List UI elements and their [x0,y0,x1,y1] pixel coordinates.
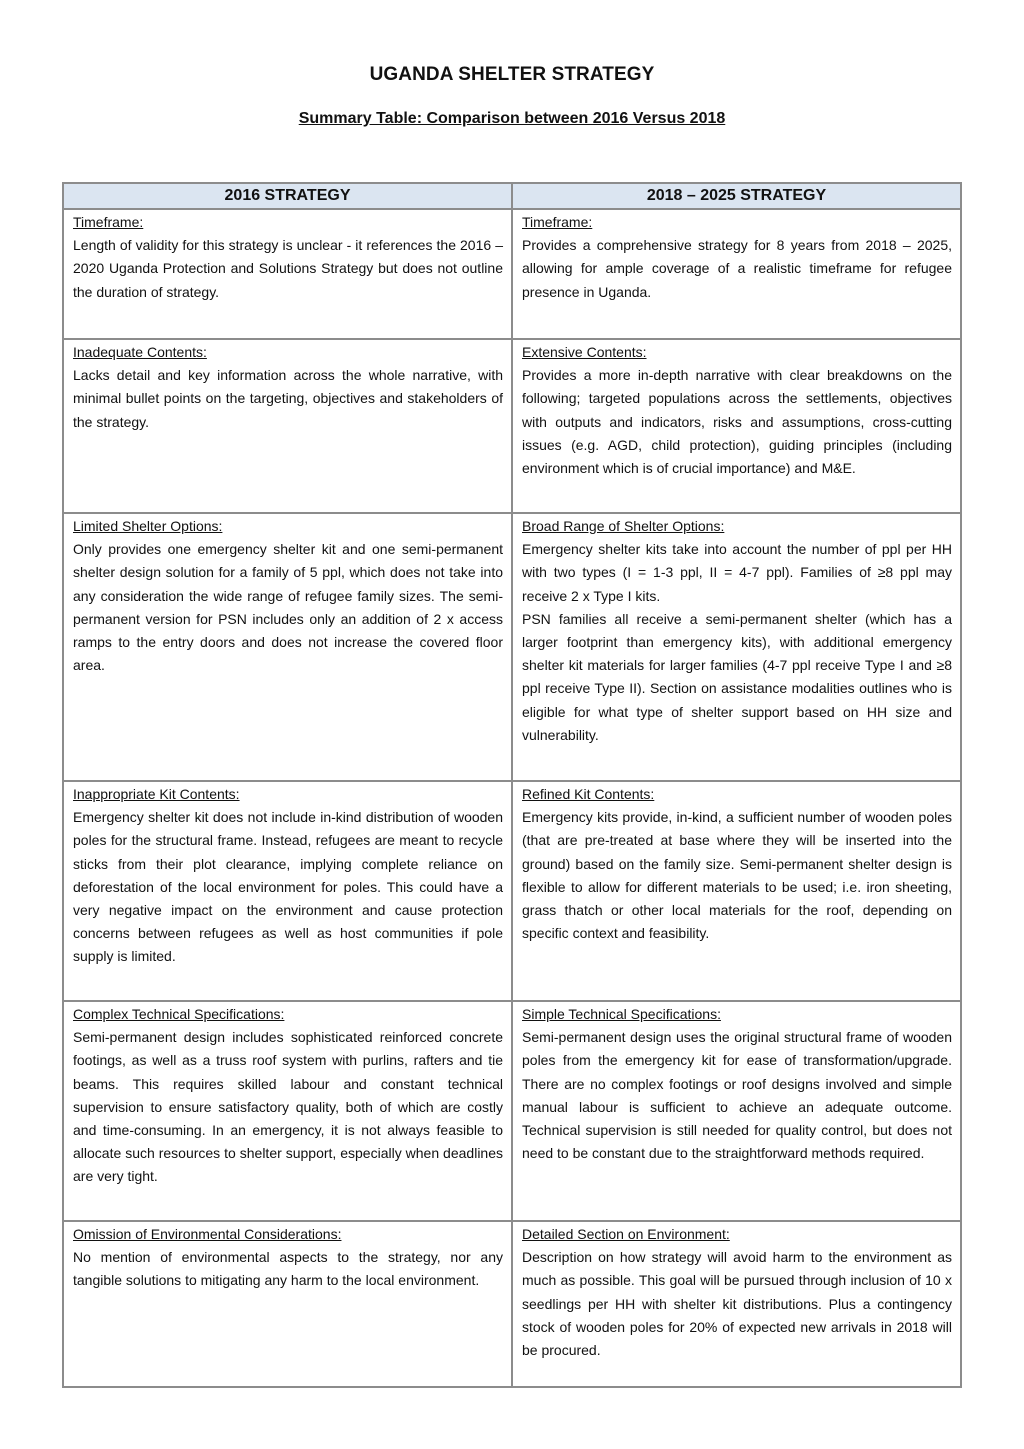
cell-2016 [63,1001,512,1221]
cell-body: Emergency kits provide, in-kind, a sufficient number of wooden poles (that are pre-treated at base where they will be inserted into the ground) based on the family size. Semi-permanent shelter design is flexible to allow for different materials to be used; i.e. iron sheeting, grass thatch or other local materials for the roof, depending on specific context and feasibility. [522,809,952,942]
cell-heading: Inappropriate Kit Contents: [73,786,240,802]
table-row [63,209,961,339]
cell-2016 [63,781,512,1001]
table-row [63,513,961,781]
cell-2016 [63,513,512,781]
table-row [63,339,961,513]
cell-body: Emergency shelter kit does not include in-kind distribution of wooden poles for the structural frame. Instead, refugees are meant to recycle sticks from their plot clearance, implying complete reliance on deforestation of the local environment for poles. This could have a very negative impact on the environment and cause protection concerns between refugees as well as host communities if pole supply is limited. [73,809,503,965]
cell-2016 [63,339,512,513]
cell-2016 [63,209,512,339]
cell-heading: Refined Kit Contents: [522,786,655,802]
cell-heading: Extensive Contents: [522,344,647,360]
cell-heading: Detailed Section on Environment: [522,1226,730,1242]
cell-body: Emergency shelter kits take into account the number of ppl per HH with two types (I = 1-3 ppl, II = 4-7 ppl). Families of ≥8 ppl may receive 2 x Type I kits. PSN families all receive a semi-permanent shelter (which has a larger footprint than emergency kits), with additional emergency shelter kit materials for larger families (4-7 ppl receive Type I and ≥8 ppl receive Type II). Section on assistance modalities outlines who is eligible for what type of shelter support based on HH size and vulnerability. [522,541,952,743]
column-header-2018-2025: 2018 – 2025 STRATEGY [512,183,961,209]
cell-2018 [512,1221,961,1387]
cell-2018 [512,209,961,339]
cell-heading: Timeframe: [522,214,593,230]
table-row [63,1221,961,1387]
cell-heading: Inadequate Contents: [73,344,207,360]
document-subtitle: Summary Table: Comparison between 2016 Versus 2018 [298,110,726,127]
table-row [63,781,961,1001]
column-header-2016: 2016 STRATEGY [63,183,512,209]
cell-heading: Complex Technical Specifications: [73,1006,285,1022]
cell-2018 [512,1001,961,1221]
cell-heading: Simple Technical Specifications: [522,1006,721,1022]
cell-body: Length of validity for this strategy is unclear - it references the 2016 – 2020 Uganda Protection and Solutions Strategy but does not outline the duration of strategy. [73,237,503,300]
cell-body: No mention of environmental aspects to the strategy, nor any tangible solutions to mitigating any harm to the local environment. [73,1249,503,1289]
cell-2018 [512,781,961,1001]
cell-body: Only provides one emergency shelter kit and one semi-permanent shelter design solution for a family of 5 ppl, which does not take into any consideration the wide range of refugee family sizes. The semi-permanent version for PSN includes only an addition of 2 x access ramps to the entry doors and does not increase the covered floor area. [73,541,503,674]
cell-2016 [63,1221,512,1387]
cell-2018 [512,513,961,781]
cell-body: Provides a more in-depth narrative with clear breakdowns on the following; targeted populations across the settlements, objectives with outputs and indicators, risks and assumptions, cross-cutting issues (e.g. AGD, child protection), guiding principles (including environment which is of crucial importance) and M&E. [522,367,952,477]
cell-body: Lacks detail and key information across the whole narrative, with minimal bullet points on the targeting, objectives and stakeholders of the strategy. [73,367,503,430]
cell-body: Description on how strategy will avoid harm to the environment as much as possible. This goal will be pursued through inclusion of 10 x seedlings per HH with shelter kit distributions. Plus a contingency stock of wooden poles for 20% of expected new arrivals in 2018 will be procured. [522,1249,952,1359]
cell-heading: Broad Range of Shelter Options: [522,518,725,534]
cell-body: Semi-permanent design uses the original structural frame of wooden poles from the emergency kit for ease of transformation/upgrade. There are no complex footings or roof designs involved and simple manual labour is sufficient to achieve an adequate outcome. Technical supervision is still needed for quality control, but does not need to be constant due to the straightforward methods required. [522,1029,952,1162]
cell-heading: Limited Shelter Options: [73,518,223,534]
cell-heading: Timeframe: [73,214,144,230]
document-title: UGANDA SHELTER STRATEGY [369,64,655,85]
cell-body: Provides a comprehensive strategy for 8 years from 2018 – 2025, allowing for ample coverage of a realistic timeframe for refugee presence in Uganda. [522,237,952,300]
table-header-row [63,183,961,209]
cell-2018 [512,339,961,513]
cell-heading: Omission of Environmental Considerations: [73,1226,342,1242]
table-row [63,1001,961,1221]
comparison-table [62,182,962,1388]
cell-body: Semi-permanent design includes sophisticated reinforced concrete footings, as well as a truss roof system with purlins, rafters and tie beams. This requires skilled labour and constant technical supervision to ensure satisfactory quality, both of which are costly and time-consuming. In an emergency, it is not always feasible to allocate such resources to shelter support, especially when deadlines are very tight. [73,1029,503,1185]
